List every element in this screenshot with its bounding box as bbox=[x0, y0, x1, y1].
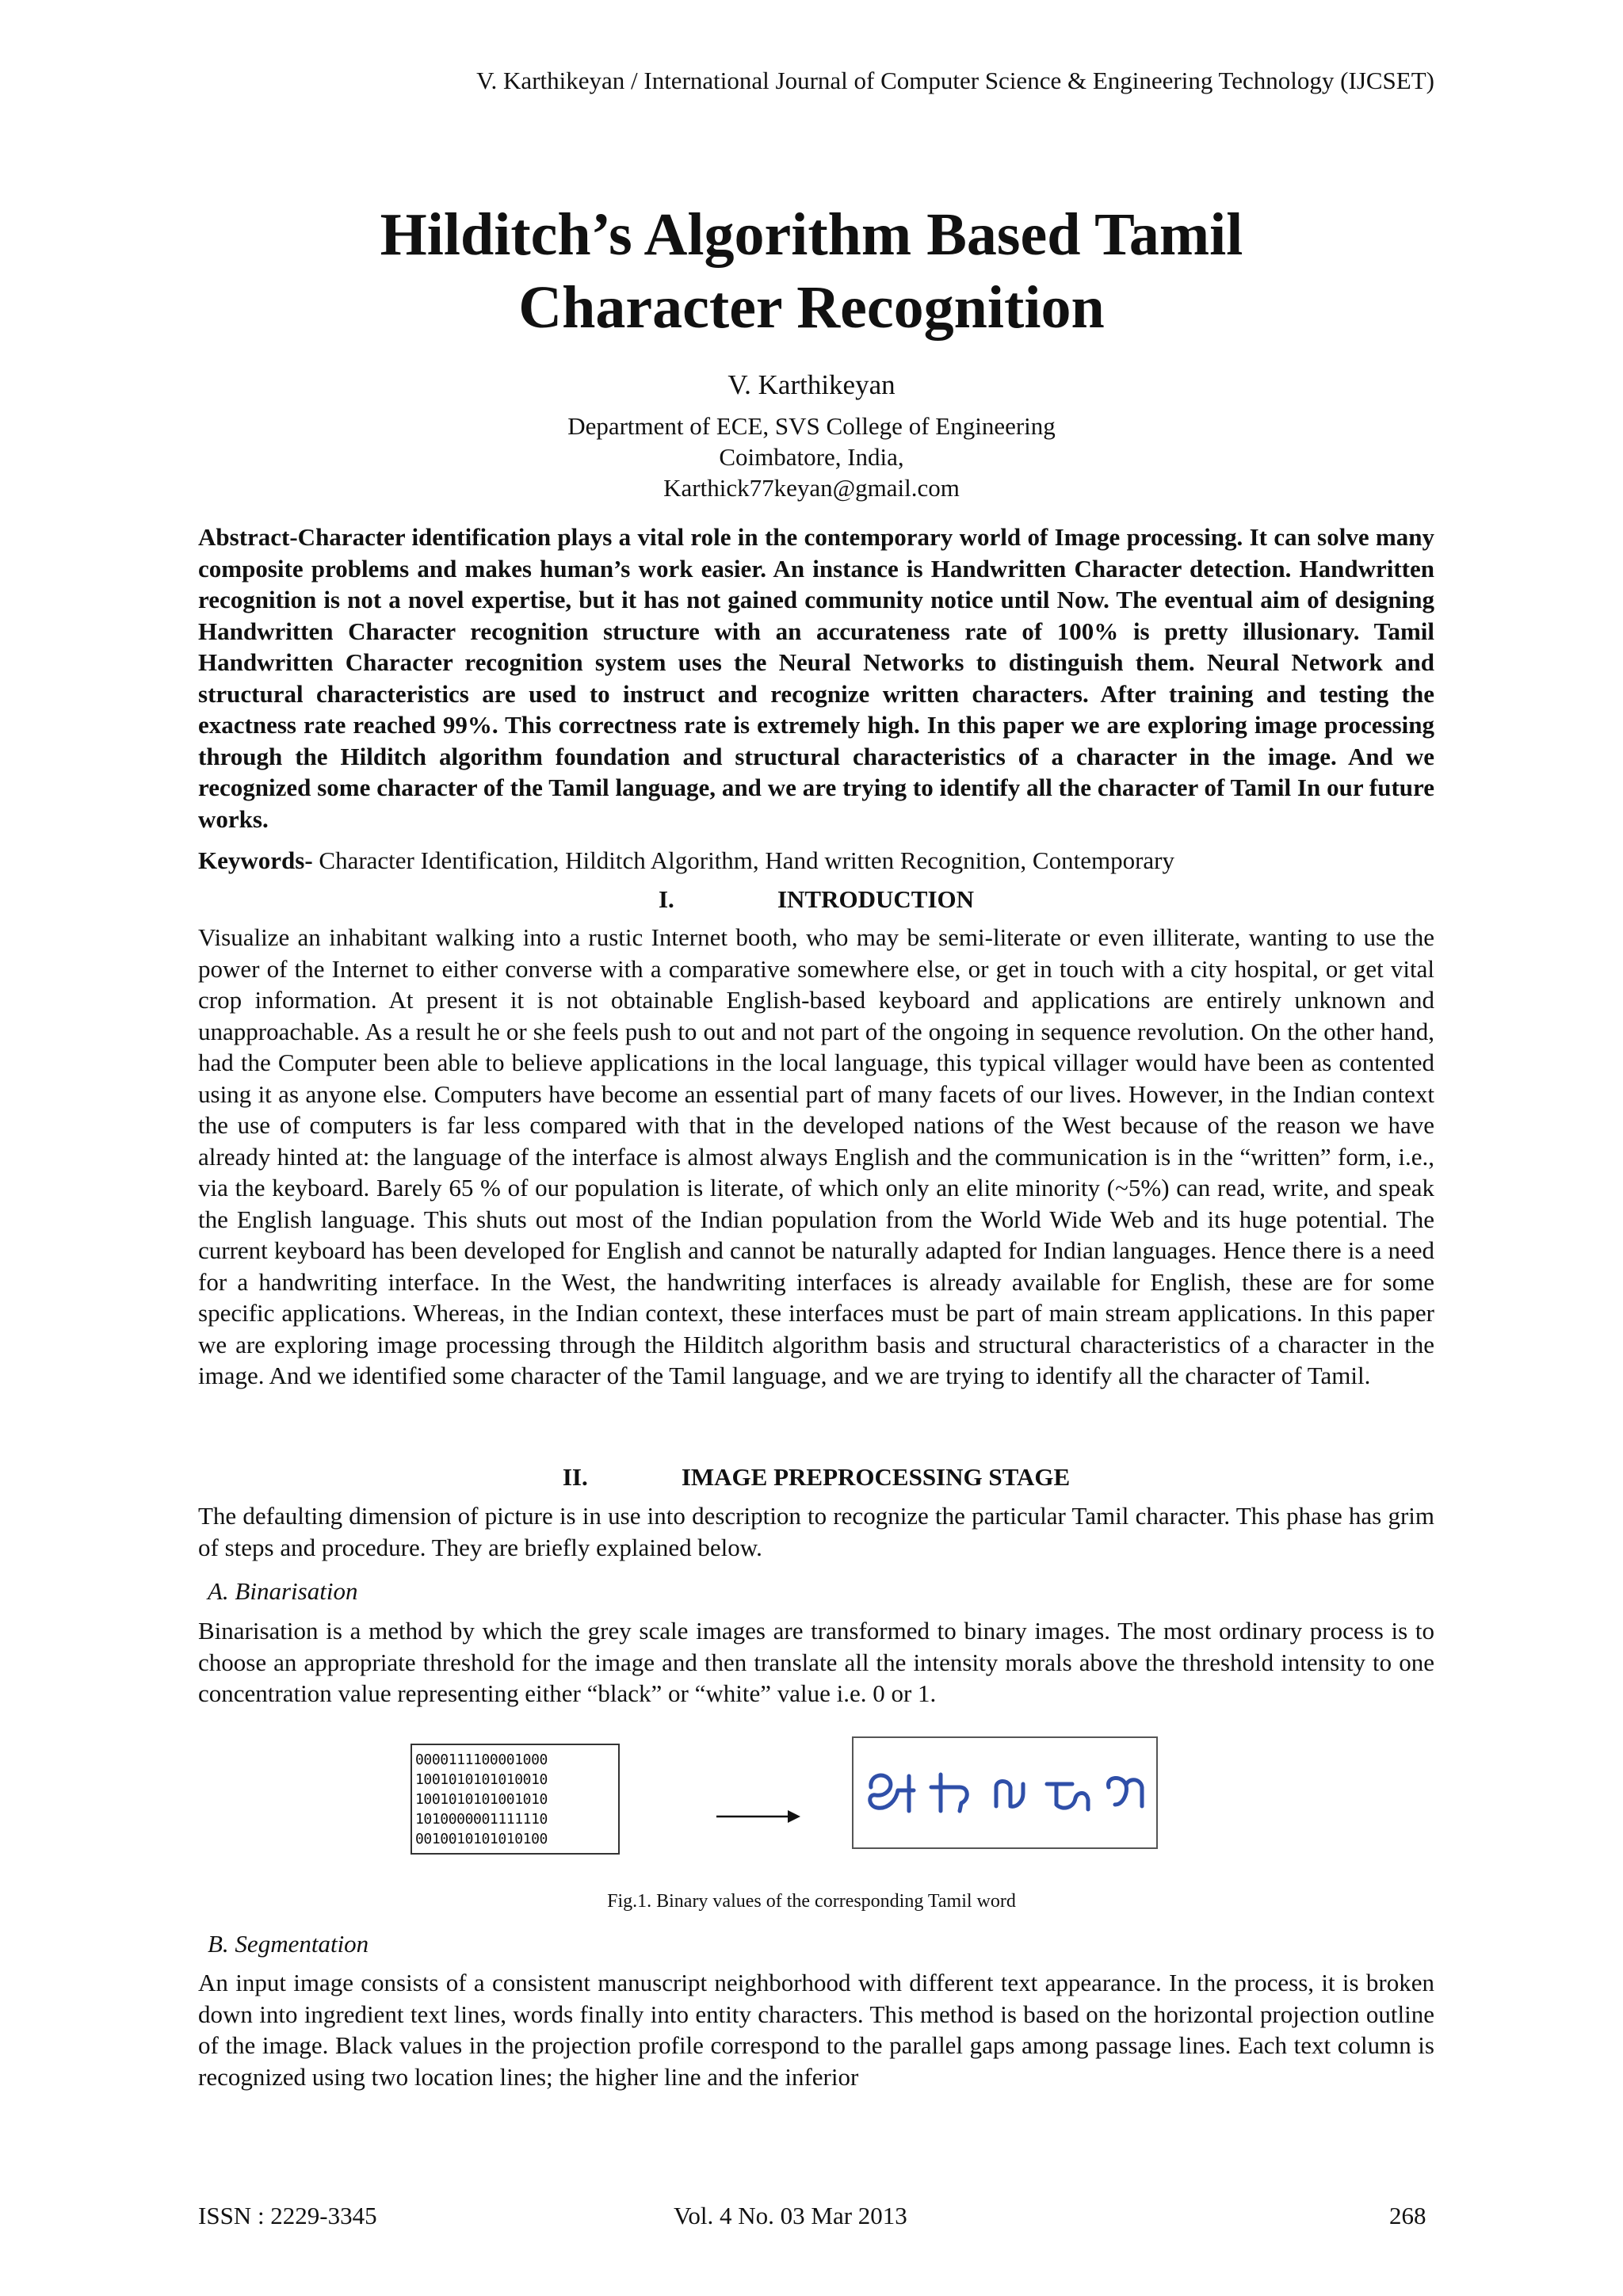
binary-row: 1001010101010010 bbox=[415, 1771, 548, 1788]
paper-title bbox=[0, 198, 1623, 344]
title-line-2: Character Recognition bbox=[518, 274, 1105, 341]
binary-row: 0010010101010100 bbox=[415, 1831, 548, 1847]
segmentation-paragraph: An input image consists of a consistent manuscript neighborhood with different text appearance. In the process, it is broken down into ingredient text lines, words finally into entity characters. This method is based on the horizontal projection outline of the image. Black values in the projection profile correspond to the parallel gaps among passage lines. Each text column is recognized using two location lines; the higher line and the inferior bbox=[198, 1969, 1434, 2091]
section-title: IMAGE PREPROCESSING STAGE bbox=[681, 1463, 1071, 1491]
keywords-label: Keywords- bbox=[198, 846, 313, 874]
section-heading-preprocessing bbox=[198, 1463, 1434, 1492]
figure-caption: Fig.1. Binary values of the corresponding Tamil word bbox=[607, 1891, 1016, 1912]
section-heading-introduction bbox=[198, 885, 1434, 914]
section-title: INTRODUCTION bbox=[777, 885, 975, 913]
section-number: II. bbox=[562, 1463, 588, 1491]
title-line-1: Hilditch’s Algorithm Based Tamil bbox=[380, 201, 1243, 268]
author-email: Karthick77keyan@gmail.com bbox=[663, 474, 960, 502]
binary-row: 0000111100001000 bbox=[415, 1752, 548, 1768]
handwritten-tamil-image bbox=[852, 1736, 1158, 1849]
author-affiliation bbox=[0, 411, 1623, 503]
binary-row: 1001010101001010 bbox=[415, 1791, 548, 1808]
keywords-list: Character Identification, Hilditch Algorithm, Hand written Recognition, Contemporary bbox=[312, 846, 1174, 874]
binarisation-paragraph: Binarisation is a method by which the grey scale images are transformed to binary images. The most ordinary process is to choose an appropriate threshold for the image and then translate all the intensity morals above the threshold intensity to one concentration value representing either “black” or “white” value i.e. 0 or 1. bbox=[198, 1617, 1434, 1707]
subheading-segmentation: B. Segmentation bbox=[208, 1930, 369, 1958]
author-name: V. Karthikeyan bbox=[727, 369, 896, 400]
footer-issn: ISSN : 2229-3345 bbox=[198, 2202, 377, 2229]
handwritten-tamil-word bbox=[854, 1738, 1156, 1847]
keywords bbox=[198, 845, 1434, 877]
binary-matrix bbox=[411, 1744, 620, 1855]
preprocessing-paragraph: The defaulting dimension of picture is in use into description to recognize the particular Tamil character. This phase has grim of steps and procedure. They are briefly explained below. bbox=[198, 1502, 1434, 1561]
footer-page-number: 268 bbox=[1389, 2202, 1426, 2229]
abstract: Abstract-Character identification plays a vital role in the contemporary world of Image processing. It can solve many composite problems and makes human’s work easier. An instance is Handwritten Character detection. Handwritten recognition is not a novel expertise, but it has not gained community notice until Now. The eventual aim of designing Handwritten Character recognition structure with an accurateness rate of 100% is pretty illusionary. Tamil Handwritten Character recognition system uses the Neural Networks to distinguish them. Neural Network and structural characteristics are used to instruct and recognize written characters. After training and testing the exactness rate reached 99%. This correctness rate is extremely high. In this paper we are exploring image processing through the Hilditch algorithm foundation and structural characteristics of a character in the image. And we recognized some character of the Tamil language, and we are trying to identify all the character of Tamil In our future works. bbox=[198, 523, 1434, 833]
section-number: I. bbox=[658, 885, 674, 913]
affiliation-department: Department of ECE, SVS College of Engineering bbox=[567, 412, 1056, 440]
footer-volume: Vol. 4 No. 03 Mar 2013 bbox=[674, 2202, 907, 2229]
running-header: V. Karthikeyan / International Journal of Computer Science & Engineering Technology (IJCSET) bbox=[476, 67, 1434, 94]
arrow-right-icon bbox=[715, 1807, 802, 1826]
binary-row: 1010000001111110 bbox=[415, 1811, 548, 1828]
introduction-paragraph: Visualize an inhabitant walking into a rustic Internet booth, who may be semi-literate or even illiterate, wanting to use the power of the Internet to either converse with a comparative somewhere else, or get in touch with a city hospital, or get vital crop information. At present it is not obtainable English-based keyboard and applications are entirely unknown and unapproachable. As a result he or she feels push to out and not part of the ongoing in sequence revolution. On the other hand, had the Computer been able to believe applications in the local language, this typical villager would have been as contented using it as anyone else. Computers have become an essential part of many facets of our lives. However, in the Indian context the use of computers is far less compared with that in the developed nations of the West because of the reason we have already hinted at: the language of the interface is almost always English and the communication is in the “written” form, i.e., via the keyboard. Barely 65 % of our population is literate, of which only an elite minority (~5%) can read, write, and speak the English language. This shuts out most of the Indian population from the World Wide Web and its huge potential. The current keyboard has been developed for English and cannot be naturally adapted for Indian languages. Hence there is a need for a handwriting interface. In the West, the handwriting interfaces is already available for English, these are for some specific applications. Whereas, in the Indian context, these interfaces must be part of main stream applications. In this paper we are exploring image processing through the Hilditch algorithm basis and structural characteristics of a character in the image. And we identified some character of the Tamil language, and we are trying to identify all the character of Tamil. bbox=[198, 923, 1434, 1389]
affiliation-city: Coimbatore, India, bbox=[719, 443, 904, 471]
subheading-binarisation: A. Binarisation bbox=[208, 1577, 358, 1605]
